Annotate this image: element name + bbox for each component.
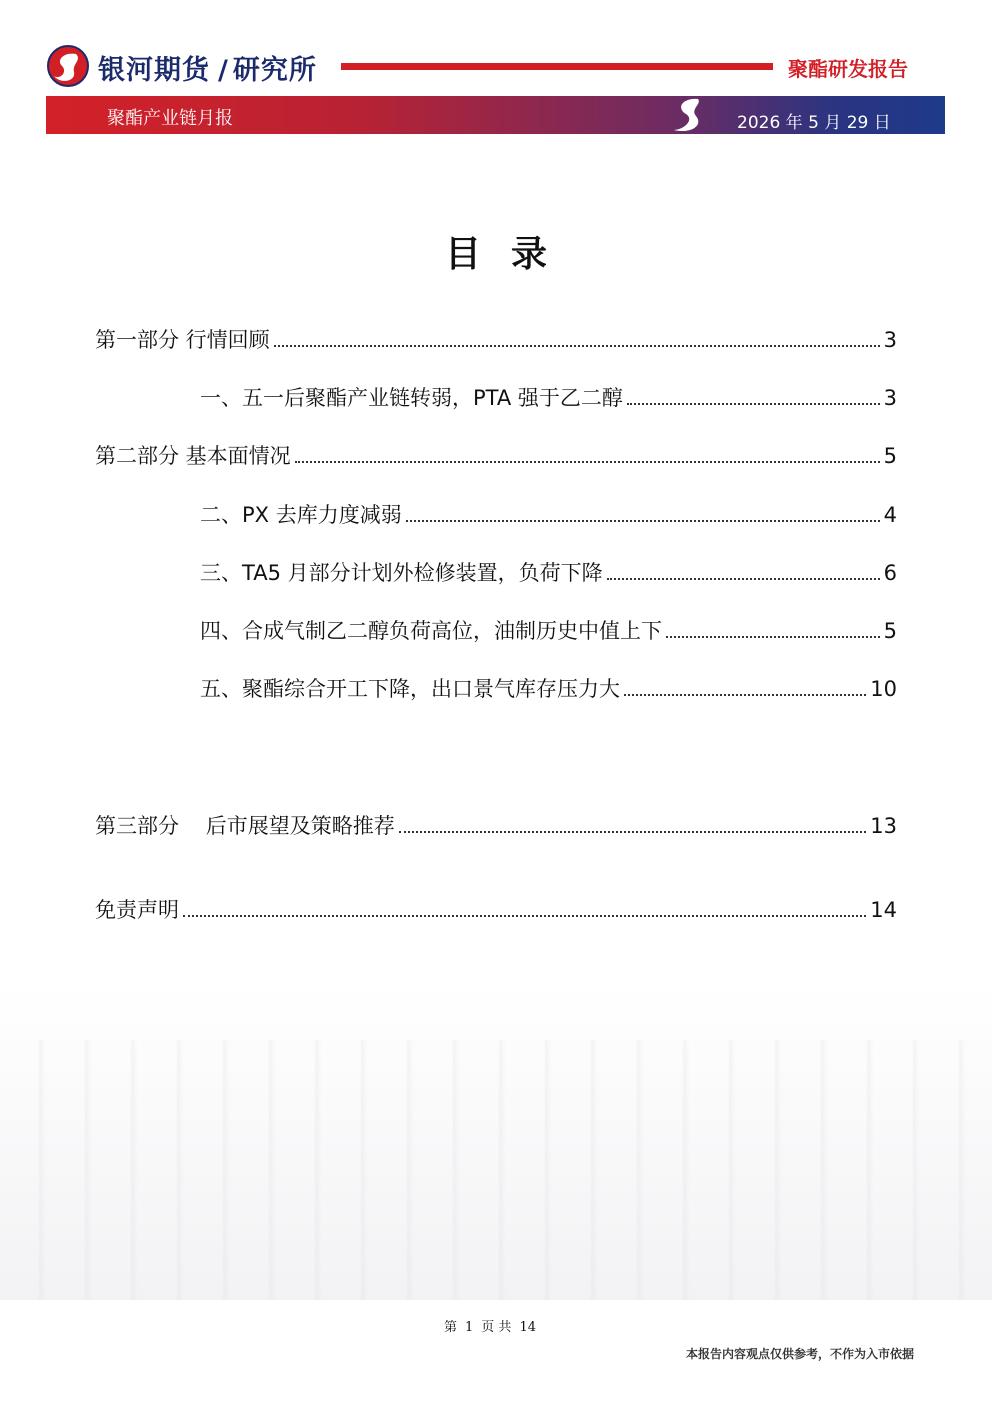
toc-entry-label: 四、合成气制乙二醇负荷高位，油制历史中值上下 (200, 619, 662, 643)
toc-entry-label: 第三部分 后市展望及策略推荐 (95, 814, 395, 838)
swoosh-icon (668, 96, 712, 134)
toc-entry[interactable] (200, 675, 897, 703)
toc-entry-label: 一、五一后聚酯产业链转弱，PTA 强于乙二醇 (200, 386, 623, 410)
background-fade (0, 980, 992, 1300)
report-name: 聚酯产业链月报 (107, 108, 233, 129)
toc-entry-page: 4 (883, 503, 897, 527)
toc-leader (406, 520, 880, 522)
toc-leader (295, 461, 880, 463)
report-date: 2026 年 5 月 29 日 (737, 113, 891, 133)
toc-entry-page: 3 (883, 386, 897, 410)
page-current: 1 (465, 1320, 474, 1335)
page-number (0, 1316, 980, 1335)
toc-leader (624, 694, 866, 696)
toc-leader (666, 636, 880, 638)
toc-entry-page: 6 (883, 561, 897, 585)
toc-entry[interactable] (200, 559, 897, 587)
toc-entry[interactable] (95, 326, 897, 354)
galaxy-logo-icon (46, 44, 90, 88)
toc-leader (274, 345, 880, 347)
toc-entry[interactable] (200, 617, 897, 645)
toc-entry[interactable] (200, 384, 897, 412)
toc-leader (627, 403, 880, 405)
page-total: 14 (519, 1320, 536, 1335)
toc-entry-page: 3 (883, 328, 897, 352)
brand-name (98, 48, 317, 87)
toc-entry-label: 第一部分 行情回顾 (95, 328, 270, 352)
toc-entry-label: 五、聚酯综合开工下降，出口景气库存压力大 (200, 677, 620, 701)
toc-entry-page: 5 (883, 444, 897, 468)
brand-company: 银河期货 (98, 55, 210, 86)
toc-entry-label: 第二部分 基本面情况 (95, 444, 291, 468)
toc-leader (607, 578, 880, 580)
background-texture (0, 1040, 992, 1300)
toc-entry-label: 免责声明 (95, 898, 179, 922)
brand-division: 研究所 (232, 55, 317, 86)
toc-entry[interactable] (95, 896, 897, 924)
page-prefix: 第 (444, 1320, 458, 1335)
toc-entry[interactable] (200, 501, 897, 529)
toc-entry-page: 14 (870, 898, 897, 922)
toc-entry-label: 三、TA5 月部分计划外检修装置，负荷下降 (200, 561, 603, 585)
toc-entry-page: 13 (870, 814, 897, 838)
page-mid: 页 共 (481, 1320, 512, 1335)
toc-entry[interactable] (95, 812, 897, 840)
toc-entry-page: 5 (883, 619, 897, 643)
footer-note: 本报告内容观点仅供参考，不作为入市依据 (686, 1347, 915, 1361)
toc-leader (399, 831, 867, 833)
toc-leader (183, 915, 866, 917)
report-type: 聚酯研发报告 (788, 57, 908, 81)
toc-title: 目录 (444, 234, 577, 275)
header-rule (341, 63, 773, 70)
toc-entry-label: 二、PX 去库力度减弱 (200, 503, 402, 527)
toc-entry-page: 10 (870, 677, 897, 701)
toc-entry[interactable] (95, 442, 897, 470)
brand-separator: / (218, 55, 229, 86)
